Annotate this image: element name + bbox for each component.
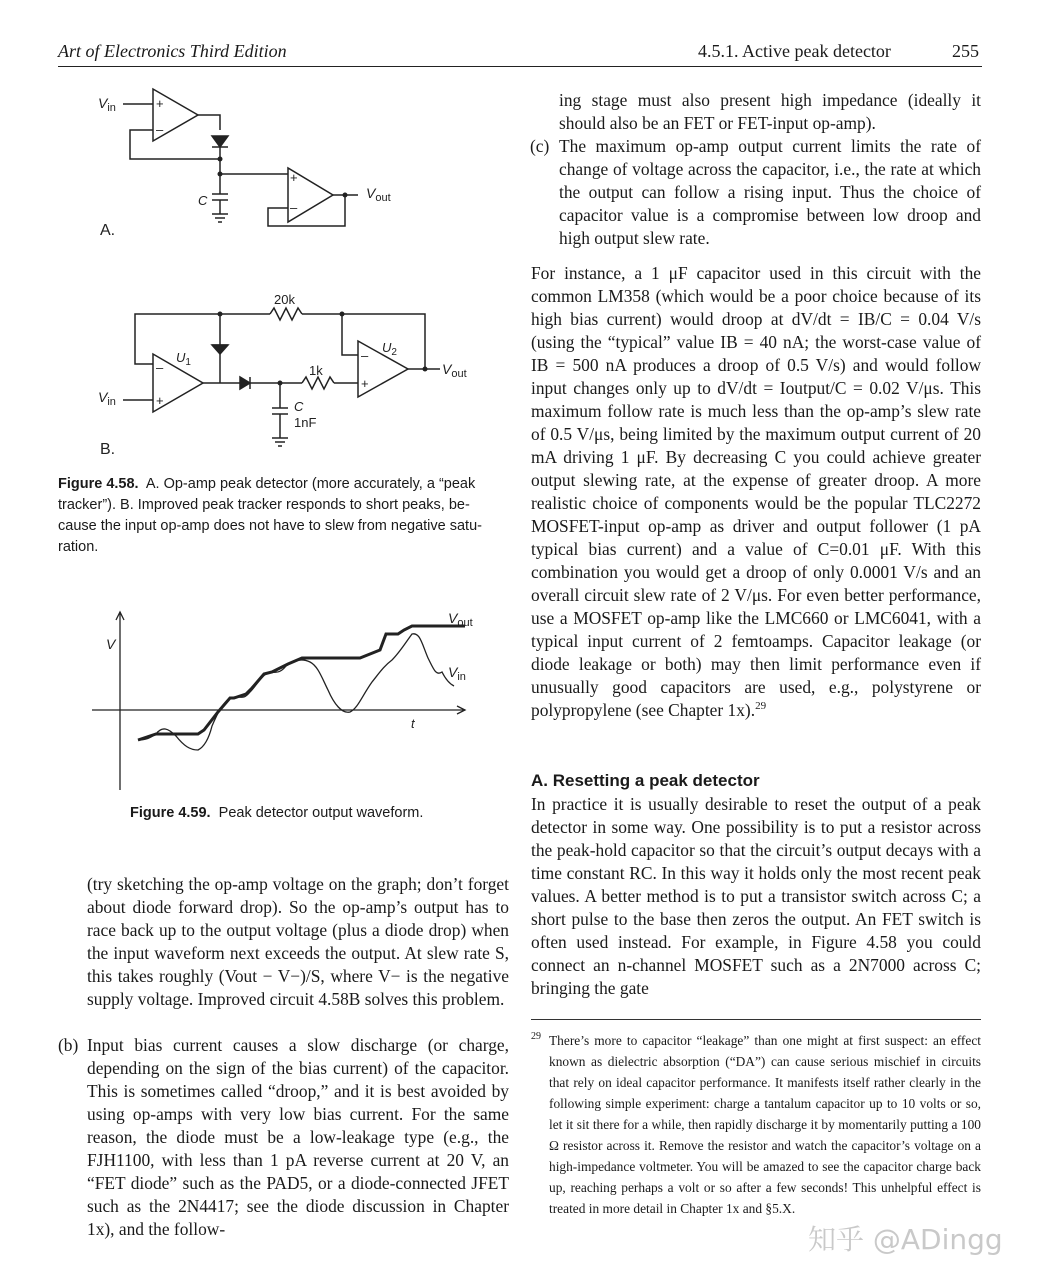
fig-459-label: Figure 4.59.: [130, 805, 211, 821]
fig-458-line4: ration.: [58, 539, 99, 555]
b-u2-label: $U_2$: [382, 340, 397, 358]
footnote-number: 29: [531, 1031, 541, 1042]
watermark: 知乎 @ADingg: [808, 1223, 1003, 1256]
axis-t-label: t: [411, 716, 415, 731]
vout-trace-label: $V_{out}$: [448, 610, 473, 629]
b2-plus-label: +: [361, 376, 369, 391]
section-heading-resetting: A. Resetting a peak detector: [531, 771, 760, 790]
figure-4-58-caption: [58, 474, 510, 558]
b-vout-label: $V_{out}$: [442, 361, 467, 380]
header-rule: [58, 66, 982, 67]
fig-458-line2: tracker”). B. Improved peak tracker responds to short peaks, be-: [58, 497, 470, 513]
a-minus-label: –: [156, 122, 164, 137]
fig-458-label: Figure 4.58.: [58, 476, 139, 492]
section-title: 4.5.1. Active peak detector: [698, 41, 891, 61]
b-minus-label: –: [156, 360, 164, 375]
footnote-text: There’s more to capacitor “leakage” than one might at first suspect: an effect known as dielectric absorption (“DA”) can cause serious mischief in circuits that rely on ideal capacitor performance. It manifests itself rather clearly in the following simple experiment: charge a tantalum capacitor up to 10 volts or so, let it sit there for a while, then rapidly discharge it by momentarily putting a 100 Ω resistor across it. Remove the resistor and watch the capacitor’s voltage on a high-impedance voltmeter. You will be amazed to see the capacitor charge back up, reaching perhaps a volt or so after a few seconds! This unhelpful effect is treated in more detail in Chapter 1x and §5.X.: [549, 1033, 981, 1216]
b-cap-value: 1nF: [294, 415, 317, 430]
a2-plus-label: +: [290, 170, 298, 185]
right-paragraph-3: In practice it is usually desirable to reset the output of a peak detector in some way. One possibility is to put a resistor across the peak-hold capacitor so that the circuit’s output decays with a time constant RC. In this way it holds only the most recent peak values. A better method is to put a transistor switch across C; a short pulse to the base then zeros the output. An FET switch is often used instead. For example, in Figure 4.58 you could connect an n-channel MOSFET such as a 2N7000 across C; bringing the gate: [531, 794, 981, 998]
figure-4-58b-schematic: [90, 286, 490, 461]
right-paragraph-2: [531, 262, 981, 722]
a-plus-label: +: [156, 96, 164, 111]
vin-trace-label: $V_{in}$: [448, 664, 466, 683]
list-item-c: [530, 135, 981, 250]
book-title: Art of Electronics Third Edition: [58, 41, 287, 61]
figure-4-59-caption: [130, 803, 423, 824]
page-number: 255: [952, 41, 979, 61]
a-panel-label: A.: [100, 222, 116, 239]
b-plus-label: +: [156, 393, 164, 408]
b-panel-label: B.: [100, 441, 116, 458]
figure-4-59-waveform: [80, 600, 480, 795]
fig-459-text: Peak detector output waveform.: [218, 805, 424, 821]
list-item-b-label: (b): [58, 1035, 79, 1055]
left-paragraph-1: (try sketching the op-amp voltage on the graph; don’t forget about diode forward drop). So the op-amp’s output has to race back up to the output voltage (plus a diode drop) when the input waveform next exceeds the output. At slew rate S, this takes roughly (Vout − V−)/S, where V− is the negative supply voltage. Improved circuit 4.58B solves this problem.: [87, 874, 509, 1009]
b-u1-label: $U_1$: [176, 350, 191, 368]
fig-458-line1: A. Op-amp peak detector (more accurately, a “peak: [145, 476, 476, 492]
figure-4-58a-schematic: [90, 86, 430, 246]
footnote-rule: [531, 1019, 981, 1020]
b-20k-label: 20k: [274, 292, 295, 307]
a2-minus-label: –: [290, 200, 298, 215]
list-item-b-text: Input bias current causes a slow discharge (or charge, depending on the sign of the bias current) of the capacitor. This is sometimes called “droop,” and it is best avoided by using op-amps with very low bias current. For the same reason, the diode must be a low-leakage type (e.g., the FJH1100, with less than 1 pA reverse current at 20 V, an “FET diode” such as the PAD5, or a diode-connected JFET such as the 2N4417; see the diode discussion in Chapter 1x), and the follow-: [87, 1035, 509, 1239]
b-vin-label: $V_{in}$: [98, 389, 116, 408]
list-item-b: [58, 1034, 509, 1241]
fig-458-line3: cause the input op-amp does not have to slew from negative satu-: [58, 518, 482, 534]
list-item-c-label: (c): [530, 136, 550, 156]
a-cap-label: C: [198, 193, 208, 208]
right-continuation: ing stage must also present high impedance (ideally it should also be an FET or FET-input op-amp).: [559, 90, 981, 133]
axis-v-label: V: [106, 636, 116, 652]
b2-minus-label: –: [361, 348, 369, 363]
paragraph-2-text: For instance, a 1 μF capacitor used in this circuit with the common LM358 (which would be a poor choice because of its high bias current) would droop at dV/dt = IB/C = 0.04 V/s (using the “typical” value IB = 40 nA; the worst-case value of IB = 500 nA produces a droop of 0.5 V/s) and would follow input changes only up to dV/dt = Ioutput/C = 0.02 V/μs. This maximum follow rate is much less than the op-amp’s slew rate of 0.5 V/μs, being limited by the maximum output current of 20 mA driving 1 μF. By decreasing C you could achieve greater output slewing rate, at the expense of greater droop. A more realistic choice of components would be the popular TLC2272 MOSFET-input op-amp as driver and output follower (1 pA typical bias current) and a value of C=0.01 μF. With this combination you would get a droop of only 0.0001 V/s and an overall circuit slew rate of 2 V/μs. For even better performance, use a MOSFET op-amp like the LMC660 or LMC6041, with a typical input current of 2 femtoamps. Capacitor leakage (or diode leakage or both) may then limit performance even if unusually good capacitors are used, e.g., polystyrene or polypropylene (see Chapter 1x).: [531, 263, 981, 720]
footnote-ref-29[interactable]: 29: [755, 700, 767, 713]
a-vout-label: $V_{out}$: [366, 185, 391, 204]
list-item-c-text: The maximum op-amp output current limits the rate of change of voltage across the capacitor, i.e., the rate at which the output can follow a rising input. Thus the choice of capacitor value is a compromise between low droop and high output slew rate.: [559, 136, 981, 248]
a-vin-label: $V_{in}$: [98, 95, 116, 114]
footnote-29: [531, 1030, 981, 1219]
b-1k-label: 1k: [309, 363, 323, 378]
b-cap-label: C: [294, 399, 304, 414]
